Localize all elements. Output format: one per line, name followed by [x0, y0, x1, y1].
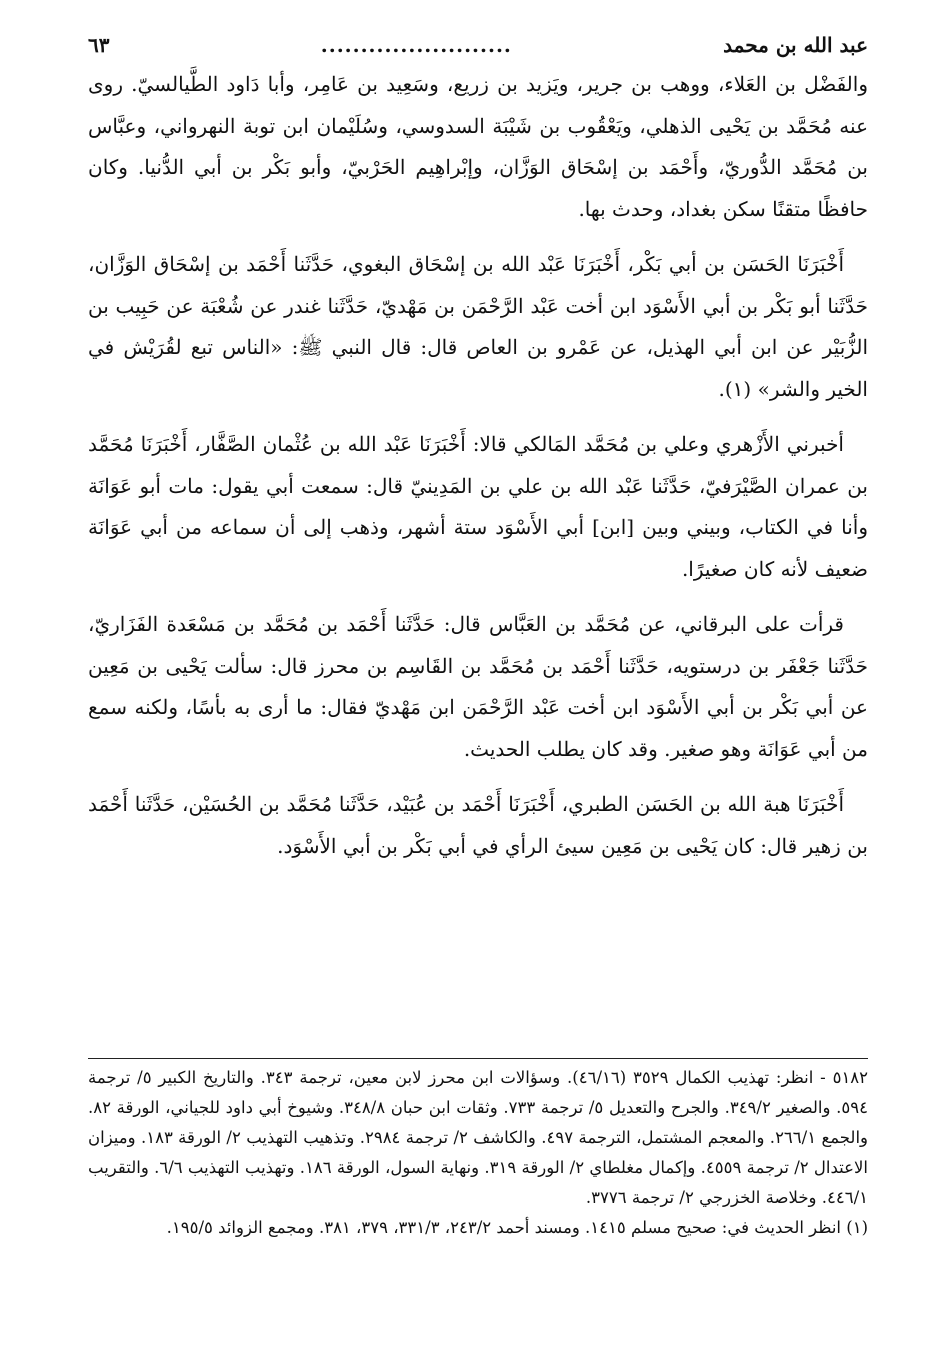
main-text — [88, 64, 868, 867]
paragraph: أَخْبَرَنَا الحَسَن بن أبي بَكْر، أَخْبَرَنَا عَبْد الله بن إسْحَاق البغوي، حَدَّثَنا أَحْمَد بن إسْحَاق الوَزَّان، حَدَّثَنا أبو بَكْر بن أبي الأَسْوَد ابن أخت عَبْد الرَّحْمَن بن مَهْديّ، حَدَّثَنا غندر عن شُعْبَة عن حَبِيب بن الزُّبَيْر عن ابن أبي الهذيل، عن عَمْرو بن العاص قال: قال النبي ﷺ: «الناس تبع لقُرَيْش في الخير والشر» (١). — [88, 252, 868, 401]
paragraph: أخبرني الأَزْهري وعلي بن مُحَمَّد المَالكي قالا: أَخْبَرَنَا عَبْد الله بن عُثْمان الصَّفَّار، أَخْبَرَنَا مُحَمَّد بن عمران الصَّيْرَفيّ، حَدَّثَنا عَبْد الله بن علي بن المَدِينيّ قال: سمعت أبي يقول: مات أبو عَوَانَة وأنا في الكتاب، وبيني وبين [ابن] أبي الأَسْوَد ستة أشهر، وذهب إلى أن سماعه من أبي عَوَانَة ضعيف لأنه كان صغيرًا. — [88, 432, 868, 581]
leader-dots: ........................ — [320, 33, 512, 57]
page — [88, 30, 868, 867]
footnotes — [88, 1058, 868, 1243]
paragraph: قرأت على البرقاني، عن مُحَمَّد بن العَبَّاس قال: حَدَّثَنا أَحْمَد بن مُحَمَّد بن مَسْعَدة الفَزَاريّ، حَدَّثَنا جَعْفَر بن درستويه، حَدَّثَنا أَحْمَد بن مُحَمَّد بن القَاسِم بن محرز قال: سألت يَحْيى بن مَعِين عن أبي بَكْر بن أبي الأَسْوَد ابن أخت عَبْد الرَّحْمَن ابن مَهْديّ فقال: ما أرى به بأسًا، ولكنه سمع من أبي عَوَانَة وهو صغير. وقد كان يطلب الحديث. — [88, 612, 868, 761]
footnote: ٥١٨٢ - انظر: تهذيب الكمال ٣٥٢٩ (٤٦/١٦). وسؤالات ابن محرز لابن معين، ترجمة ٣٤٣. والتاريخ الكبير ٥/ ترجمة ٥٩٤. والصغير ٣٤٩/٢. والجرح والتعديل ٥/ ترجمة ٧٣٣. وثقات ابن حبان ٣٤٨/٨. وشيوخ أبي داود للجياني، الورقة ٨٢. والجمع ٢٦٦/١. والمعجم المشتمل، الترجمة ٤٩٧. والكاشف ٢/ ترجمة ٢٩٨٤. وتذهيب التهذيب ٢/ الورقة ١٨٣. وميزان الاعتدال ٢/ ترجمة ٤٥٥٩. وإكمال مغلطاي ٢/ الورقة ٣١٩. ونهاية السول، الورقة ١٨٦. وتهذيب التهذيب ٦/٦. والتقريب ٤٤٦/١. وخلاصة الخزرجي ٢/ ترجمة ٣٧٧٦. — [88, 1068, 869, 1207]
paragraph: أَخْبَرَنَا هبة الله بن الحَسَن الطبري، أَخْبَرَنَا أَحْمَد بن عُبَيْد، حَدَّثَنا مُحَمَّد بن الحُسَيْن، حَدَّثَنا أَحْمَد بن زهير قال: كان يَحْيى بن مَعِين سيئ الرأي في أبي بَكْر بن أبي الأَسْوَد. — [88, 792, 868, 858]
running-title: عبد الله بن محمد — [723, 33, 868, 57]
footnote: (١) انظر الحديث في: صحيح مسلم ١٤١٥. ومسند أحمد ٢٤٣/٢، ٣٣١/٣، ٣٧٩، ٣٨١. ومجمع الزوائد ١٩٥/٥. — [166, 1218, 868, 1237]
running-header — [88, 30, 868, 64]
page-number: ٦٣ — [88, 33, 110, 57]
paragraph: والفَضْل بن العَلاء، ووهب بن جرير، ويَزيد بن زريع، وسَعِيد بن عَامِر، وأبا دَاود الطَّيالسيّ. روى عنه مُحَمَّد بن يَحْيى الذهلي، ويَعْقُوب بن شَيْبَة السدوسي، وسُلَيْمان ابن توبة النهرواني، وعبَّاس بن مُحَمَّد الدُّوريّ، وأَحْمَد بن إسْحَاق الوَزَّان، وإبْراهِيم الحَرْبيّ، وأبو بَكْر بن أبي الدُّنيا. وكان حافظًا متقنًا سكن بغداد، وحدث بها. — [88, 72, 868, 221]
